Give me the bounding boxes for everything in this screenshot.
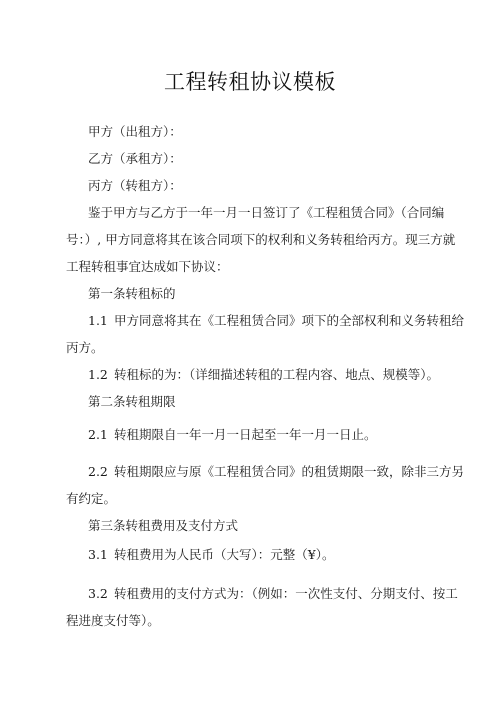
party-b-label: 乙方（承租方）： bbox=[88, 151, 182, 166]
clause-number: 3.2 bbox=[88, 586, 108, 601]
preamble-line: 号：）, 甲方同意将其在该合同项下的权利和义务转租给丙方。现三方就 bbox=[66, 232, 456, 247]
article-2-heading: 第二条转租期限 bbox=[88, 394, 176, 409]
party-c-label: 丙方（转租方）： bbox=[88, 178, 182, 193]
article-1-heading: 第一条转租标的 bbox=[88, 286, 176, 301]
clause-line: 有约定。 bbox=[66, 491, 117, 506]
clause-line bbox=[88, 423, 478, 447]
party-a-label: 甲方（出租方）： bbox=[88, 124, 182, 139]
clause-text: 转租期限应与原《工程租赁合同》的租赁期限一致，除非三方另 bbox=[113, 464, 464, 479]
clause-number: 3.1 bbox=[88, 547, 108, 562]
clause-text: 转租期限自一年一月一日起至一年一月一日止。 bbox=[113, 427, 377, 442]
clause-number: 2.2 bbox=[88, 464, 108, 479]
clause-number: 1.1 bbox=[88, 313, 108, 328]
article-3-heading: 第三条转租费用及支付方式 bbox=[88, 518, 239, 533]
clause-line bbox=[88, 582, 478, 606]
preamble-line: 工程转租事宜达成如下协议： bbox=[66, 259, 229, 274]
clause-line: 丙方。 bbox=[66, 340, 104, 355]
clause-line bbox=[88, 543, 478, 567]
clause-number: 2.1 bbox=[88, 427, 108, 442]
clause-text: 甲方同意将其在《工程租赁合同》项下的全部权利和义务转租给 bbox=[113, 313, 464, 328]
clause-text: 转租费用的支付方式为：（例如：一次性支付、分期支付、按工 bbox=[113, 586, 458, 601]
clause-text: 转租费用为人民币（大写）：元整（¥）。 bbox=[113, 547, 335, 562]
preamble-line: 鉴于甲方与乙方于一年一月一日签订了《工程租赁合同》（合同编 bbox=[88, 205, 445, 220]
clause-line bbox=[88, 460, 478, 484]
clause-line: 程进度支付等）。 bbox=[66, 613, 160, 628]
clause-number: 1.2 bbox=[88, 367, 108, 382]
clause-text: 转租标的为：（详细描述转租的工程内容、地点、规模等）。 bbox=[113, 367, 439, 382]
clause-line bbox=[88, 309, 478, 333]
clause-line bbox=[88, 363, 478, 387]
document-title: 工程转租协议模板 bbox=[164, 70, 336, 94]
